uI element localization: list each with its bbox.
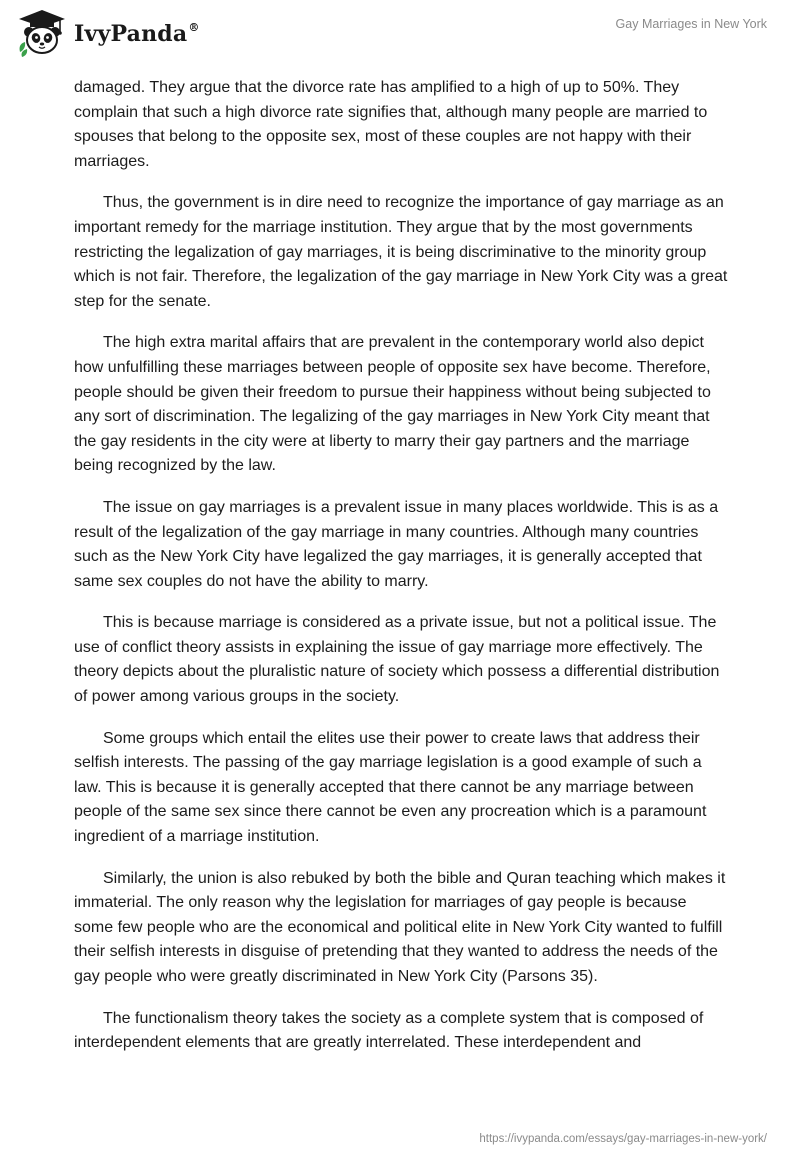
registered-mark: ®: [188, 20, 200, 34]
brand-name: IvyPanda®: [74, 20, 200, 47]
paragraph: The high extra marital affairs that are prevalent in the contemporary world also depict how unfulfilling these marriages between people of opposite sex have become. Therefore, people should be given their freedom to pursue their happiness without being subjected to any sort of discrimination. The legalizing of the gay marriages in New York City meant that the gay residents in the city were at liberty to marry their gay partners and the marriage being recognized by the law.: [74, 334, 711, 475]
paragraph: The issue on gay marriages is a prevalent issue in many places worldwide. This is as a result of the legalization of the gay marriage in many countries. Although many countries such as the New York City have legalized the gay marriages, it is generally accepted that same sex couples do not have the ability to marry.: [74, 498, 719, 590]
source-url[interactable]: https://ivypanda.com/essays/gay-marriages-in-new-york/: [479, 1133, 767, 1145]
ivypanda-logo[interactable]: [16, 8, 200, 58]
paragraph: Some groups which entail the elites use their power to create laws that address their selfish interests. The passing of the gay marriage legislation is a good example of such a law. This is because it is generally accepted that there cannot be any marriage between people of the same sex since there cannot be even any procreation which is a paramount ingredient of a marriage institution.: [74, 729, 707, 846]
panda-graduate-icon: [16, 8, 68, 58]
essay-body: [74, 76, 729, 1073]
paragraph: This is because marriage is considered as a private issue, but not a political issue. The use of conflict theory assists in explaining the issue of gay marriage more effectively. The theory depicts about the pluralistic nature of society which possess a differential distribution of power among various groups in the society.: [74, 614, 720, 706]
paragraph: Thus, the government is in dire need to recognize the importance of gay marriage as an important remedy for the marriage institution. They argue that by the most governments restricting the legalization of gay marriages, it is being discriminative to the minority group which is not fair. Therefore, the legalization of the gay marriage in New York City was a great step for the senate.: [74, 194, 728, 310]
document-title: Gay Marriages in New York: [615, 17, 767, 31]
paragraph: The functionalism theory takes the society as a complete system that is composed of interdependent elements that are greatly interrelated. These interdependent and: [74, 1009, 704, 1052]
page-header: [0, 0, 800, 68]
paragraph: damaged. They argue that the divorce rate has amplified to a high of up to 50%. They complain that such a high divorce rate signifies that, although many people are married to spouses that belong to the opposite sex, most of these couples are not happy with their marriages.: [74, 79, 708, 170]
paragraph: Similarly, the union is also rebuked by both the bible and Quran teaching which makes it immaterial. The only reason why the legislation for marriages of gay people is because some few people who are the economical and political elite in New York City wanted to fulfill their selfish interests in disguise of pretending that they wanted to address the needs of the gay people who were greatly discriminated in New York City (Parsons 35).: [74, 869, 726, 985]
